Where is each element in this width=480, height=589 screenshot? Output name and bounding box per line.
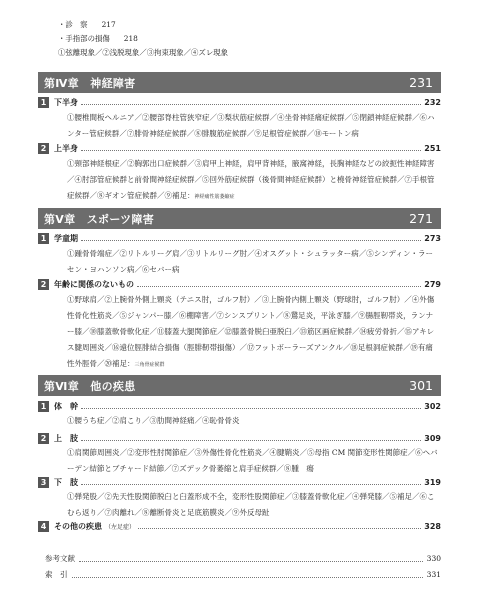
section-heading[interactable] — [38, 520, 441, 532]
footer-page: 331 — [426, 570, 441, 579]
section-page: 251 — [424, 143, 441, 153]
section-number: 4 — [38, 521, 49, 532]
leader-dots — [81, 99, 421, 105]
leader-dots — [138, 523, 421, 529]
section-body — [67, 413, 439, 429]
section-heading[interactable] — [38, 432, 441, 444]
section-number: 1 — [38, 233, 49, 244]
section-label: 下半身 — [54, 97, 78, 107]
section-text: ①踵骨骨端症／②リトルリーグ肩／③リトルリーグ肘／④オスグット・シュラッター病／⑤シンディン・ラーセン・ヨハンソン病／⑥セバー病 — [67, 249, 433, 274]
section-body — [67, 445, 439, 477]
leader-dots — [81, 479, 421, 485]
section-label-text: その他の疾患 — [54, 521, 102, 531]
section-number: 2 — [38, 433, 49, 444]
leader-dots — [79, 556, 423, 562]
footer-page: 330 — [426, 554, 441, 563]
footer-label: 索 引 — [45, 570, 68, 579]
section-body — [67, 292, 439, 373]
section-body — [67, 110, 439, 142]
chapter-header[interactable] — [38, 72, 441, 93]
section-caption: 三角骨症候群 — [134, 362, 165, 368]
section-heading[interactable] — [38, 142, 441, 154]
section-number: 2 — [38, 279, 49, 290]
section-label — [54, 521, 135, 532]
footer-entry-references[interactable] — [45, 553, 441, 564]
section-page: 319 — [424, 477, 441, 487]
footer-label: 参考文献 — [45, 554, 75, 563]
section-number: 2 — [38, 143, 49, 154]
section-heading[interactable] — [38, 400, 441, 412]
section-note: （左足症） — [105, 523, 136, 531]
section-page: 328 — [424, 521, 441, 531]
section-page: 302 — [424, 401, 441, 411]
section-text: ①弾発股／②先天性股関節脱臼と臼蓋形成不全，変形性股関節症／③膝蓋骨軟化症／④弾発膝／⑤補足／⑥こむら返り／⑦肉離れ／⑧離断骨炎と足底筋膜炎／⑨外反母趾 — [67, 492, 435, 517]
section-number: 3 — [38, 477, 49, 488]
chapter-page: 301 — [409, 378, 433, 393]
section-heading[interactable] — [38, 232, 441, 244]
section-page: 273 — [424, 233, 441, 243]
section-text: ①頸部神経根症／②胸郭出口症候群／③肩甲上神経，肩甲背神経，腋窩神経，長胸神経などの絞扼性神経障害／④肘部管症候群と前骨間神経症候群／⑤回外筋症候群（後骨間神経症候群）と橈骨神経管症候群／⑦手根管症候群／⑧ギオン管症候群／⑨補足： — [67, 159, 435, 200]
section-body — [67, 489, 439, 521]
footer-entry-index[interactable] — [45, 569, 441, 580]
section-page: 279 — [424, 279, 441, 289]
chapter-page: 231 — [409, 75, 433, 90]
section-text: ①腰椎間板ヘルニア／②腰部脊柱管狭窄症／③梨状筋症候群／④坐骨神経痛症候群／⑤閉鎖神経症候群／⑥ハンター管症候群／⑦腓骨神経症候群／⑧腓腹筋症候群／⑨足根管症候群／⑩モートン病 — [67, 113, 435, 138]
section-label: 年齢に関係のないもの — [54, 279, 134, 289]
section-body — [67, 246, 439, 278]
chapter-title: 第Ⅴ章 スポーツ障害 — [44, 212, 155, 226]
item-label: ・診 察 — [58, 20, 88, 29]
section-label: 上半身 — [54, 143, 78, 153]
section-label: 学童期 — [54, 233, 78, 243]
section-label: 体 幹 — [54, 401, 78, 411]
section-text: ①腰うち症／②肩こり／③肋間神経痛／④恥骨骨炎 — [67, 416, 240, 425]
chapter-header[interactable] — [38, 208, 441, 229]
leader-dots — [81, 235, 421, 241]
section-page: 309 — [424, 433, 441, 443]
leader-dots — [72, 572, 423, 578]
section-heading[interactable] — [38, 96, 441, 108]
leader-dots — [137, 281, 421, 287]
top-items — [58, 18, 228, 60]
item-page: 218 — [123, 34, 138, 43]
leader-dots — [81, 145, 421, 151]
chapter-title: 第Ⅳ章 神経障害 — [44, 76, 136, 90]
chapter-page: 271 — [409, 211, 433, 226]
section-text: ①肩関節周囲炎／②変形性肘関節症／③外傷性骨化性筋炎／④腱鞘炎／⑤母指 CM 関節変形性関節症／⑥ヘバーデン結節とブチャード結節／⑦ズデック骨萎縮と肩手症候群／⑧腫 瘍 — [67, 448, 438, 473]
section-number: 1 — [38, 97, 49, 108]
section-caption: 神経痛性筋萎縮症 — [194, 194, 235, 200]
section-number: 1 — [38, 401, 49, 412]
section-page: 232 — [424, 97, 441, 107]
leader-dots — [81, 403, 421, 409]
top-item — [58, 18, 228, 32]
section-label: 下 肢 — [54, 477, 78, 487]
section-body — [67, 156, 439, 205]
chapter-title: 第Ⅵ章 他の疾患 — [44, 379, 136, 393]
top-item — [58, 32, 228, 46]
item-label: ・手指部の損傷 — [58, 34, 110, 43]
chapter-header[interactable] — [38, 375, 441, 396]
section-label: 上 肢 — [54, 433, 78, 443]
section-text: ①野球肩／②上腕骨外側上顆炎（テニス肘，ゴルフ肘）／③上腕骨内側上顆炎（野球肘，ゴルフ肘）／④外傷性骨化性筋炎／⑤ジャンパー膝／⑥棚障害／⑦シンスプリント／⑧鵞足炎，平泳ぎ膝／⑨腸脛靭帯炎，ランナー膝／⑩膝蓋軟骨軟化症／⑪膝蓋大腿関節症／⑫膝蓋骨脱臼亜脱臼／⑬筋区画症候群／⑭疲労骨折／⑮アキレス腱周囲炎／⑯遠位脛腓結合損傷（脛腓靭帯損傷）／⑰フットボーラーズアンクル／⑱足根洞症候群／⑲有痛性外脛骨／⑳補足： — [67, 295, 435, 368]
section-heading[interactable] — [38, 278, 441, 290]
top-sub-items: ①弦離現象／②浅脱現象／③拘束現象／④ズレ現象 — [58, 48, 228, 57]
section-heading[interactable] — [38, 476, 441, 488]
item-page: 217 — [101, 20, 116, 29]
leader-dots — [81, 435, 421, 441]
